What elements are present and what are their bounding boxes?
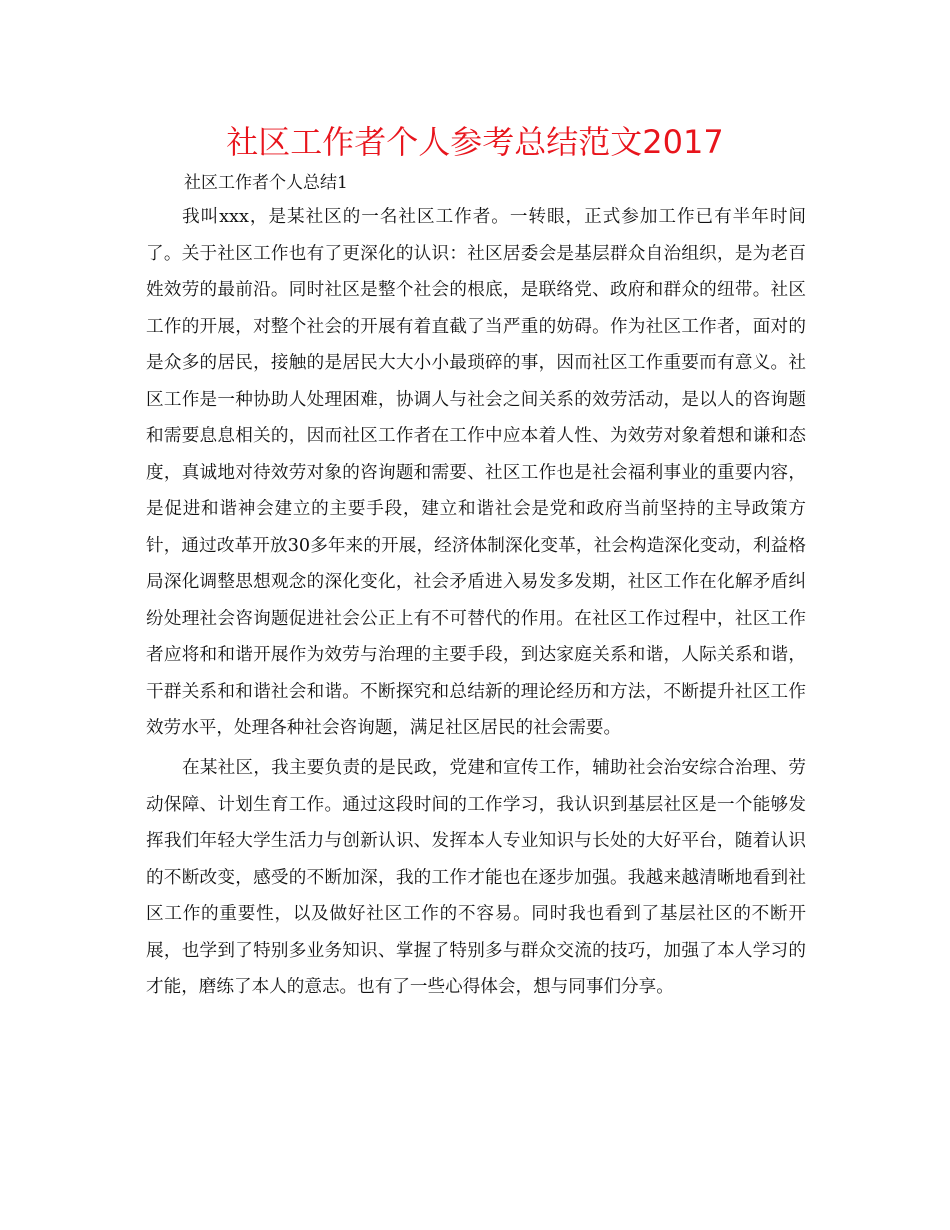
document-title: 社区工作者个人参考总结范文2017 [226, 123, 724, 161]
section-heading: 社区工作者个人总结1 [184, 173, 348, 193]
paragraph-1: 我叫xxx，是某社区的一名社区工作者。一转眼，正式参加工作已有半年时间了。关于社区工作也有了更深化的认识：社区居委会是基层群众自治组织，是为老百姓效劳的最前沿。同时社区是整个社会的根底，是联络党、政府和群众的纽带。社区工作的开展，对整个社会的开展有着直截了当严重的妨碍。作为社区工作者，面对的是众多的居民，接触的是居民大大小小最琐碎的事，因而社区工作重要而有意义。社区工作是一种协助人处理困难，协调人与社会之间关系的效劳活动，是以人的咨询题和需要息息相关的，因而社区工作者在工作中应本着人性、为效劳对象着想和谦和态度，真诚地对待效劳对象的咨询题和需要、社区工作也是社会福利事业的重要内容，是促进和谐神会建立的主要手段，建立和谐社会是党和政府当前坚持的主导政策方针，通过改革开放30多年来的开展，经济体制深化变革，社会构造深化变动，利益格局深化调整思想观念的深化变化，社会矛盾进入易发多发期，社区工作在化解矛盾纠纷处理社会咨询题促进社会公正上有不可替代的作用。在社区工作过程中，社区工作者应将和和谐开展作为效劳与治理的主要手段，到达家庭关系和谐，人际关系和谐，干群关系和和谐社会和谐。不断探究和总结新的理论经历和方法，不断提升社区工作效劳水平，处理各种社会咨询题，满足社区居民的社会需要。 [146, 207, 806, 738]
paragraph-2: 在某社区，我主要负责的是民政，党建和宣传工作，辅助社会治安综合治理、劳动保障、计划生育工作。通过这段时间的工作学习，我认识到基层社区是一个能够发挥我们年轻大学生活力与创新认识、发挥本人专业知识与长处的大好平台，随着认识的不断改变，感受的不断加深，我的工作才能也在逐步加强。我越来越清晰地看到社区工作的重要性，以及做好社区工作的不容易。同时我也看到了基层社区的不断开展，也学到了特别多业务知识、掌握了特别多与群众交流的技巧，加强了本人学习的才能，磨练了本人的意志。也有了一些心得体会，想与同事们分享。 [146, 758, 806, 997]
